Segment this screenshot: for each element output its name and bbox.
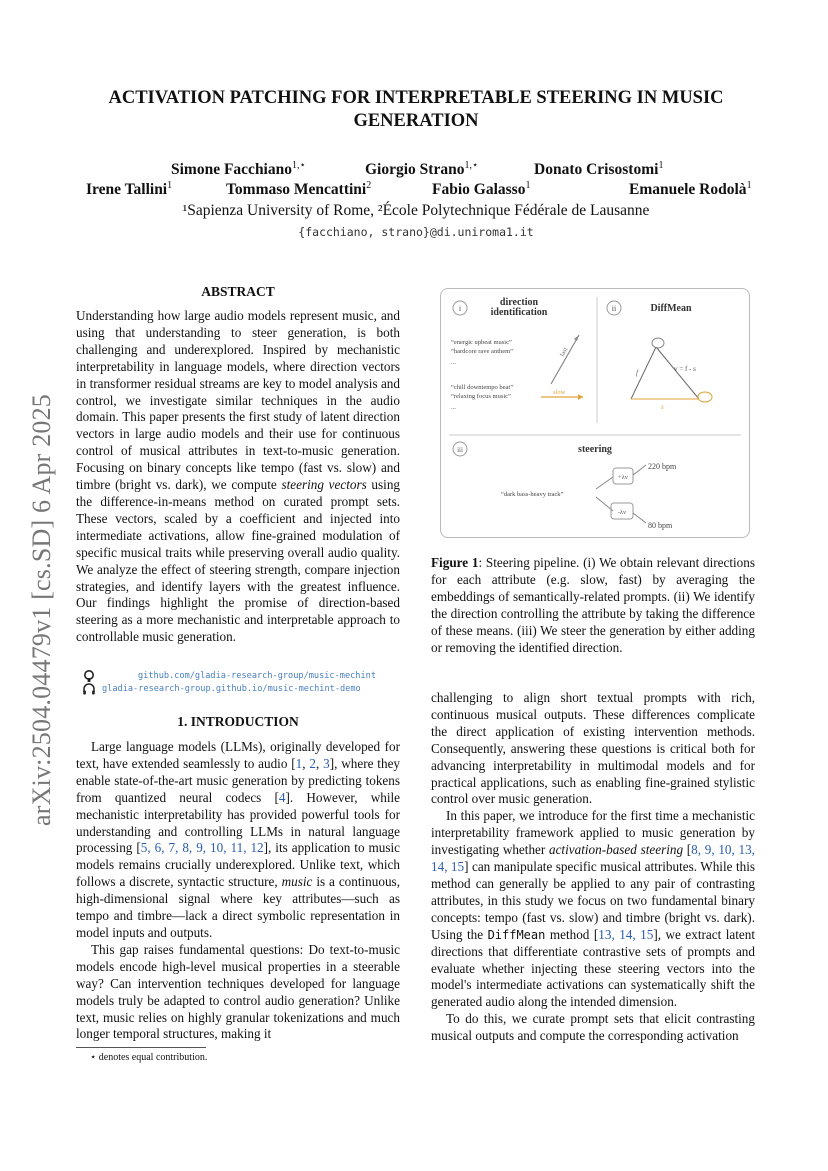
intro-body-left <box>76 739 400 1043</box>
author-6: Fabio Galasso$^1$ <box>432 180 531 199</box>
headphones-icon <box>82 683 96 695</box>
panel-i-title-1: direction <box>499 297 539 308</box>
prompt-2: “hardcore rave anthem” <box>451 348 514 355</box>
intro-heading: 1. INTRODUCTION <box>177 714 299 729</box>
prompt-1: “energic upbeat music” <box>451 339 512 346</box>
intro-body-right <box>431 690 755 1045</box>
figure-1 <box>440 288 750 538</box>
github-link[interactable]: github.com/gladia-research-group/music-mechint <box>138 671 376 681</box>
abstract-heading: ABSTRACT <box>201 284 275 299</box>
ellipsis-1: ... <box>451 359 456 366</box>
vector-f <box>631 347 656 399</box>
steer-prompt: “dark bass-heavy track” <box>501 491 564 498</box>
prompt-3: “chill downtempo beat” <box>451 384 514 391</box>
bpm-high: 220 bpm <box>648 462 677 471</box>
author-4: Irene Tallini$^1$ <box>86 180 173 199</box>
arxiv-stamp <box>22 370 62 850</box>
intro-paragraph-4: In this paper, we introduce for the first time a mechanistic interpretability framework applied to music generation by investigating whether activation-based steering [8, 9, 10, 13, 14, 15] can manipulate specific musical attributes. While this method can generally be applied to any pair of contrasting attributes, in this study we focus on two fundamental binary concepts: tempo (fast vs. slow) and timbre (bright vs. dark). Using the DiffMean method [13, 14, 15], we extract latent directions that differentiate contrastive sets of prompts and evaluate whether injecting these steering vectors into the model's intermediate activations can systematically shift the generated audio along the intended dimension. <box>431 808 756 1010</box>
vector-v <box>656 347 699 399</box>
rabbit-icon <box>652 338 664 348</box>
figure-1-graphic <box>441 289 749 537</box>
intro-paragraph-2: This gap raises fundamental questions: Do text-to-music models encode high-level musical properties in a steerable way? Can intervention techniques developed for language models truly be adapted to control audio generation? Unlike text, music relies on highly granular tokenizations and much longer temporal structures, making it <box>76 941 400 1042</box>
intro-paragraph-3: challenging to align short textual prompts with rich, continuous musical outputs. These differences complicate the direct application of existing intervention methods. Consequently, answering these questions is critical both for advancing interpretability in multimodal models and for practical applications, such as enabling fine-grained stylistic control over music generation. <box>431 690 755 807</box>
contact-email: {facchiano, strano}@di.uniroma1.it <box>298 225 534 239</box>
panel-ii-title: DiffMean <box>650 303 692 314</box>
prompt-4: “relaxing focus music” <box>451 393 511 400</box>
author-3: Donato Crisostomi$^1$ <box>534 160 664 179</box>
slow-label: slow <box>553 389 566 396</box>
plus-lambda-label: +λv <box>617 474 629 481</box>
turtle-icon <box>698 392 712 402</box>
arxiv-id: arXiv:2504.04479v1 [cs.SD] 6 Apr 2025 <box>27 393 56 827</box>
intro-paragraph-5: To do this, we curate prompt sets that elicit contrasting musical outputs and compute the corresponding activation <box>431 1011 755 1044</box>
fast-label: fast <box>558 346 570 358</box>
fast-arrow <box>551 335 579 384</box>
author-5: Tommaso Mencattini$^2$ <box>226 180 372 199</box>
footnote-rule <box>76 1047 206 1048</box>
footnote: ⋆ denotes equal contribution. <box>90 1052 208 1063</box>
panel-iii-label: iii <box>457 446 463 454</box>
bpm-low: 80 bpm <box>648 521 673 530</box>
paper-title: ACTIVATION PATCHING FOR INTERPRETABLE STEERING IN MUSIC GENERATION <box>108 88 724 131</box>
minus-lambda-label: -λv <box>617 509 627 516</box>
author-1: Simone Facchiano$^{1,⋆}$ <box>171 160 306 179</box>
resource-links <box>82 670 402 695</box>
author-7: Emanuele Rodolà$^1$ <box>629 180 752 199</box>
github-link-row[interactable] <box>82 670 402 683</box>
panel-ii-label: ii <box>611 304 617 313</box>
abstract-body: Understanding how large audio models represent music, and using that understanding to steer generation, is both challenging and underexplored. Inspired by mechanistic interpretability in language models, where direction vectors in transformer residual streams are key to model analysis and control, we investigate similar techniques in the audio domain. This paper presents the first study of latent direction vectors in large audio models and their use for continuous control of musical attributes in text-to-music generation. Focusing on binary concepts like tempo (fast vs. slow) and timbre (bright vs. dark), we compute steering vectors using the difference-in-means method on curated prompt sets. These vectors, scaled by a coefficient and injected into intermediate activations, allow fine-grained modulation of specific musical traits while preserving overall audio quality. We analyze the effect of steering strength, compare injection strategies, and identify layers with the greatest influence. Our findings highlight the promise of direction-based steering as a more mechanistic and interpretable approach to controllable music generation. <box>76 308 401 645</box>
formula-label: v = f - s <box>674 365 696 373</box>
intro-paragraph-1: Large language models (LLMs), originally developed for text, have extended seamlessly to audio [1, 2, 3], where they enable state-of-the-art music generation by predicting tokens from quantized neural codecs [4]. However, while mechanistic interpretability has provided powerful tools for understanding and controlling LLMs in natural language processing [5, 6, 7, 8, 9, 10, 11, 12], its application to music models remains crucially underexplored. Unlike text, which follows a discrete, syntactic structure, music is a continuous, high-dimensional signal where key attributes—such as tempo and timbre—lack a direct symbolic representation in model inputs and outputs. <box>76 739 401 940</box>
author-2: Giorgio Strano$^{1,⋆}$ <box>365 160 479 179</box>
affiliations: ¹Sapienza University of Rome, ²École Polytechnique Fédérale de Lausanne <box>182 202 650 219</box>
ellipsis-2: ... <box>451 404 456 411</box>
label-s: s <box>661 403 664 411</box>
label-f: f <box>636 369 638 377</box>
panel-iii-title: steering <box>578 444 612 455</box>
demo-link-row[interactable] <box>82 683 402 696</box>
panel-i-title-2: identification <box>490 307 548 318</box>
figure-caption: Figure 1: Steering pipeline. (i) We obtain relevant directions for each attribute (e.g. slow, fast) by averaging the embeddings of semantically-related prompts. (ii) We identify the direction controlling the attribute by taking the difference of these means. (iii) We steer the generation by either adding or removing the identified direction. <box>431 555 755 655</box>
github-icon <box>82 670 96 682</box>
panel-i-label: i <box>458 304 462 313</box>
demo-link[interactable]: gladia-research-group.github.io/music-mechint-demo <box>102 683 361 694</box>
